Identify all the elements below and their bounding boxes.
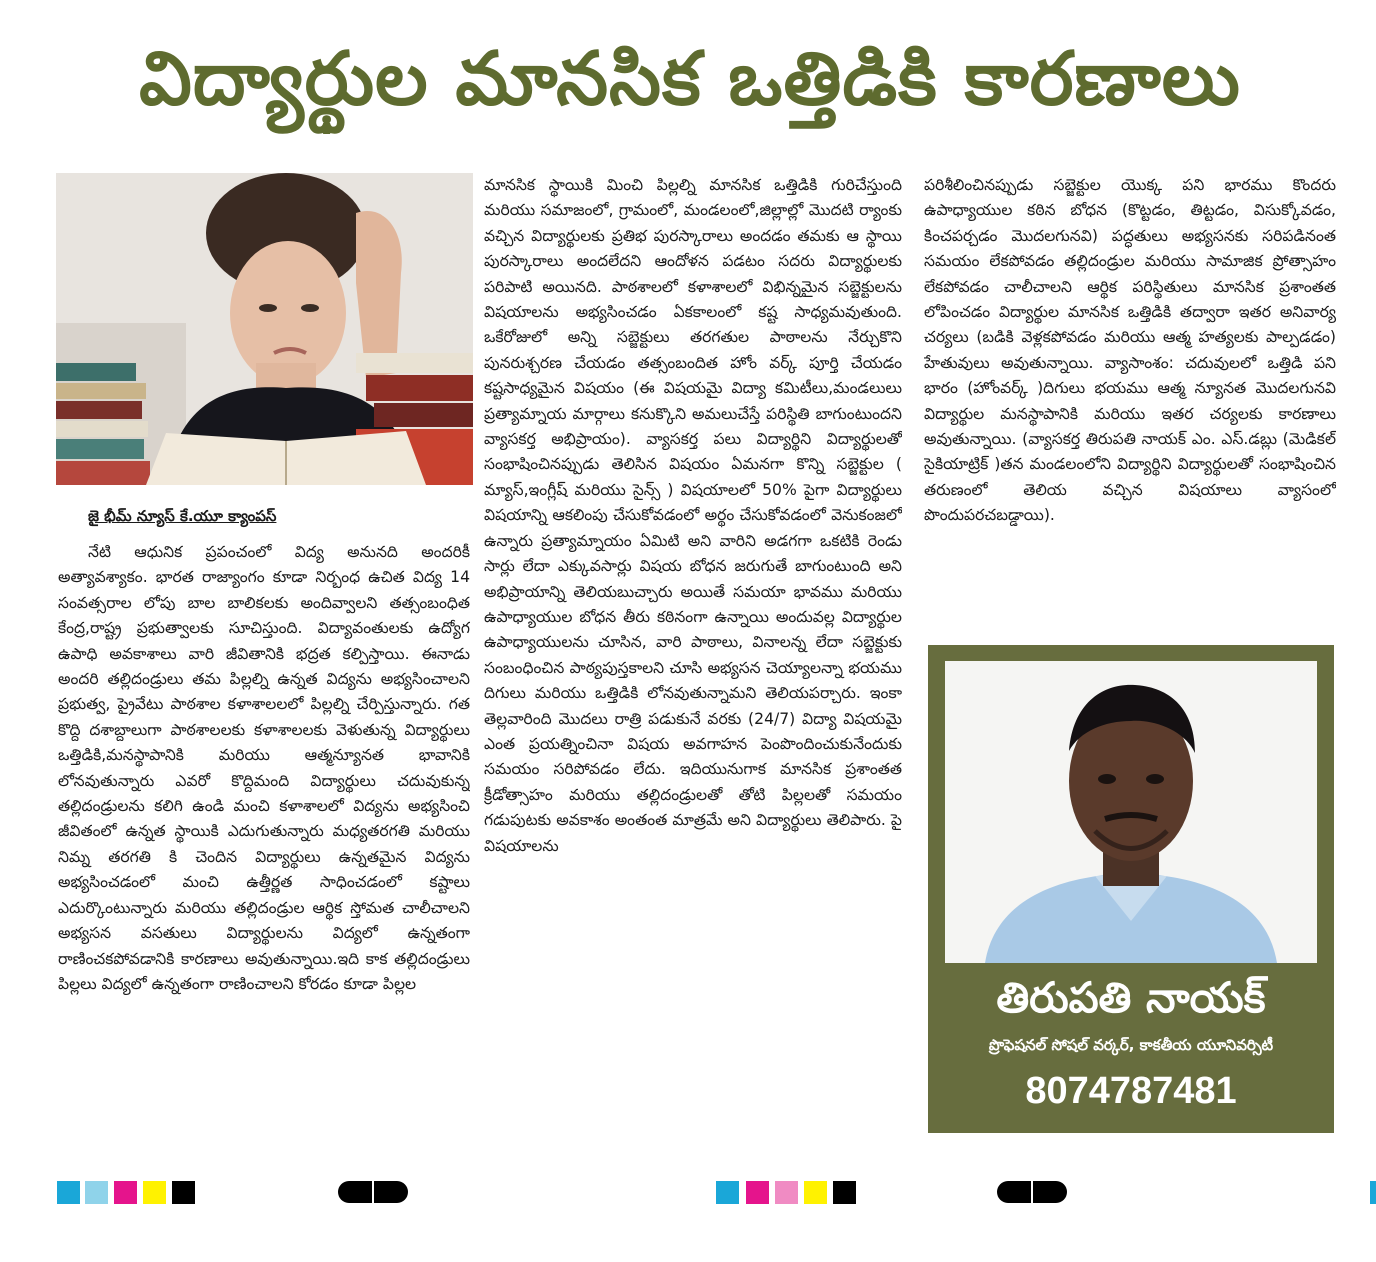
author-profile-box <box>928 645 1334 1133</box>
registration-swatch-cyan <box>716 1181 739 1204</box>
registration-mark <box>338 1181 408 1203</box>
registration-swatch-yellow <box>143 1181 166 1204</box>
article-column-2: మానసిక స్థాయికి మించి పిల్లల్ని మానసిక ఒత్తిడికి గురిచేస్తుంది మరియు సమాజంలో, గ్రామంలో, మండలంలో,జిల్లాల్లో మొదటి ర్యాంకు వచ్చిన విద్యార్థులకు ప్రతిభ పురస్కారాలు అందడం తమకు ఆ స్థాయి పురస్కారాలు అందలేదని ఆందోళన పడటం సదరు విద్యార్థులకు పరిపాటి అయినది. పాఠశాలలో కళాశాలలో విభిన్నమైన సబ్జెక్టులను విషయాలను అభ్యసించడం ఏకకాలంలో కష్ట సాధ్యమవుతుంది. ఒకేరోజులో అన్ని సబ్జెక్టులు తరగతుల పాఠాలను నేర్చుకొని పునరుశ్చరణ చేయడం తత్సంబందిత హోం వర్క్ పూర్తి చేయడం కష్టసాధ్యమైన విషయం (ఈ విషయమై విద్యా కమిటీలు,మండలులు ప్రత్యామ్నాయ మార్గాలు కనుక్కొని అమలుచేస్తే పరిస్థితి బాగుంటుందని వ్యాసకర్త అభిప్రాయం). వ్యాసకర్త పలు విద్యార్థిని విద్యార్థులతో సంభాషించినప్పుడు తెలిసిన విషయం ఏమనగా కొన్ని సబ్జెక్టుల ( మ్యాస్,ఇంగ్లీష్ మరియు సైన్స్ ) విషయాలలో 50% పైగా విద్యార్థులు విషయాన్ని ఆకలింపు చేసుకోవడంలో అర్థం చేసుకోవడంలో వెనుకంజలో ఉన్నారు ప్రత్యామ్నాయం ఏమిటి అని వారిని అడగగా ఒకటికి రెండు సార్లు లేదా ఎక్కువసార్లు విషయ బోధన జరుగుతే బాగుంటుంది అని అభిప్రాయాన్ని తెలియబుచ్చారు అయితే సమయా భావము మరియు ఉపాధ్యాయుల బోధన తీరు కఠినంగా ఉన్నాయి అందువల్ల విద్యార్థుల ఉపాధ్యాయులను చూసిన, వారి పాఠాలు, వినాలన్న లేదా సబ్జెక్టుకు సంబంధించిన పాఠ్యపుస్తకాలని చూసి అభ్యసన చెయ్యాలన్నా భయము దిగులు మరియు ఒత్తిడికి లోనవుతున్నామని తెలియపర్చారు. ఇంకా తెల్లవారింది మొదలు రాత్రి పడుకునే వరకు (24/7) విద్యా విషయమై ఎంత ప్రయత్నించినా విషయ అవగాహన పెంపొందించుకునేందుకు సమయం సరిపోవడం లేదు. ఇదియునుగాక మానసిక ప్రశాంతత క్రీడోత్సాహం మరియు తల్లిదండ్రులతో తోటి పిల్లలతో సమయం గడుపుటకు అవకాశం అంతంత మాత్రమే అని విద్యార్థులు తెలిపారు. పై విషయాలను <box>484 176 902 855</box>
registration-swatch-yellow <box>804 1181 827 1204</box>
registration-swatch-black <box>833 1181 856 1204</box>
article-column-3: పరిశీలించినప్పుడు సబ్జెక్టుల యొక్క పని భారము కొందరు ఉపాధ్యాయుల కఠిన బోధన (కొట్టడం, తిట్టడం, విసుక్కోవడం, కించపర్చడం మొదలగునవి) పద్ధతులు అభ్యసనకు సరిపడినంత సమయం లేకపోవడం తల్లిదండ్రుల మరియు సామాజిక ప్రోత్సాహం లేకపోవడం చాలీచాలని ఆర్థిక పరిస్థితులు మానసిక ప్రశాంతత లోపించడం విద్యార్థుల మానసిక ఒత్తిడికి తద్వారా ఇతర అనివార్య చర్యలు (బడికి వెళ్లకపోవడం మరియు ఆత్మ హత్యలకు పాల్పడడం) హేతువులు అవుతున్నాయి. వ్యాసాంశం: చదువులలో ఒత్తిడి పని భారం (హోంవర్క్ )దిగులు భయము ఆత్మ న్యూనత మొదలగునవి విద్యార్థుల మనస్థాపానికి మరియు ఇతర చర్యలకు కారణాలు అవుతున్నాయి. (వ్యాసకర్త తిరుపతి నాయక్ ఎం. ఎస్.డబ్లు (మెడికల్ సైకియాట్రిక్ )తన మండలంలోని విద్యార్థిని విద్యార్థులతో సంభాషించిన తరుణంలో తెలియ వచ్చిన విషయాలు వ్యాసంలో పొందుపరచబడ్డాయి). <box>924 176 1336 525</box>
author-role: ప్రొఫెషనల్ సోషల్ వర్కర్, కాకతీయ యూనివర్సిటీ <box>988 1036 1274 1054</box>
registration-mark <box>997 1181 1067 1203</box>
registration-swatch-magenta <box>114 1181 137 1204</box>
author-photo <box>945 661 1317 963</box>
registration-swatch-cyan <box>57 1181 80 1204</box>
article-photo <box>56 173 473 485</box>
registration-swatch-black <box>172 1181 195 1204</box>
author-name: తిరుపతి నాయక్ <box>996 973 1266 1022</box>
byline: జై భీమ్ న్యూస్ కే.యూ క్యాంపస్ <box>88 507 277 525</box>
registration-swatch-pink <box>775 1181 798 1204</box>
author-phone: 8074787481 <box>1025 1070 1237 1112</box>
registration-swatch-cyan <box>1370 1181 1376 1204</box>
registration-swatch-magenta <box>746 1181 769 1204</box>
headline: విద్యార్థుల మానసిక ఒత్తిడికి కారణాలు <box>139 36 1241 122</box>
article-column-1: నేటి ఆధునిక ప్రపంచంలో విద్య అనునది అందరికీ అత్యావశ్యాకం. భారత రాజ్యాంగం కూడా నిర్బంధ ఉచిత విద్య 14 సంవత్సరాల లోపు బాల బాలికలకు అందివ్వాలని తత్సంబంధిత కేంద్ర,రాష్ట్ర ప్రభుత్వాలకు సూచిస్తుంది. విద్యావంతులకు ఉద్యోగ ఉపాధి అవకాశాలు వారి జీవితానికి భద్రత కల్పిస్తాయి. ఈనాడు అందరి తల్లిదండ్రులు తమ పిల్లల్ని ఉన్నత విద్యను అభ్యసించాలని ప్రభుత్వ, ప్రైవేటు పాఠశాల కళాశాలలలో పిల్లల్ని చేర్పిస్తున్నారు. గత కొద్ది దశాబ్దాలుగా పాఠశాలలకు కళాశాలలకు వెళుతున్న విద్యార్థులు ఒత్తిడికి,మనస్థాపానికి మరియు ఆత్మన్యూనత భావానికి లోనవుతున్నారు ఎవరో కొద్దిమంది విద్యార్థులు చదువుకున్న తల్లిదండ్రులను కలిగి ఉండి మంచి కళాశాలలో విద్యను అభ్యసించి జీవితంలో ఉన్నత స్థాయికి ఎదుగుతున్నారు మధ్యతరగతి మరియు నిమ్న తరగతి కి చెందిన విద్యార్థులు ఉన్నతమైన విద్యను అభ్యసించడంలో మంచి ఉత్తీర్ణత సాధించడంలో కష్టాలు ఎదుర్కొంటున్నారు మరియు తల్లిదండ్రుల ఆర్థిక స్తోమత చాలీచాలని అభ్యసన వసతులు విద్యార్థులను విద్యలో ఉన్నతంగా రాణించకపోవడానికి కారణాలు అవుతున్నాయి.ఇది కాక తల్లిదండ్రులు పిల్లలు విద్యలో ఉన్నతంగా రాణించాలని కోరడం కూడా పిల్లల <box>58 543 470 993</box>
registration-swatch-light-cyan <box>85 1181 108 1204</box>
